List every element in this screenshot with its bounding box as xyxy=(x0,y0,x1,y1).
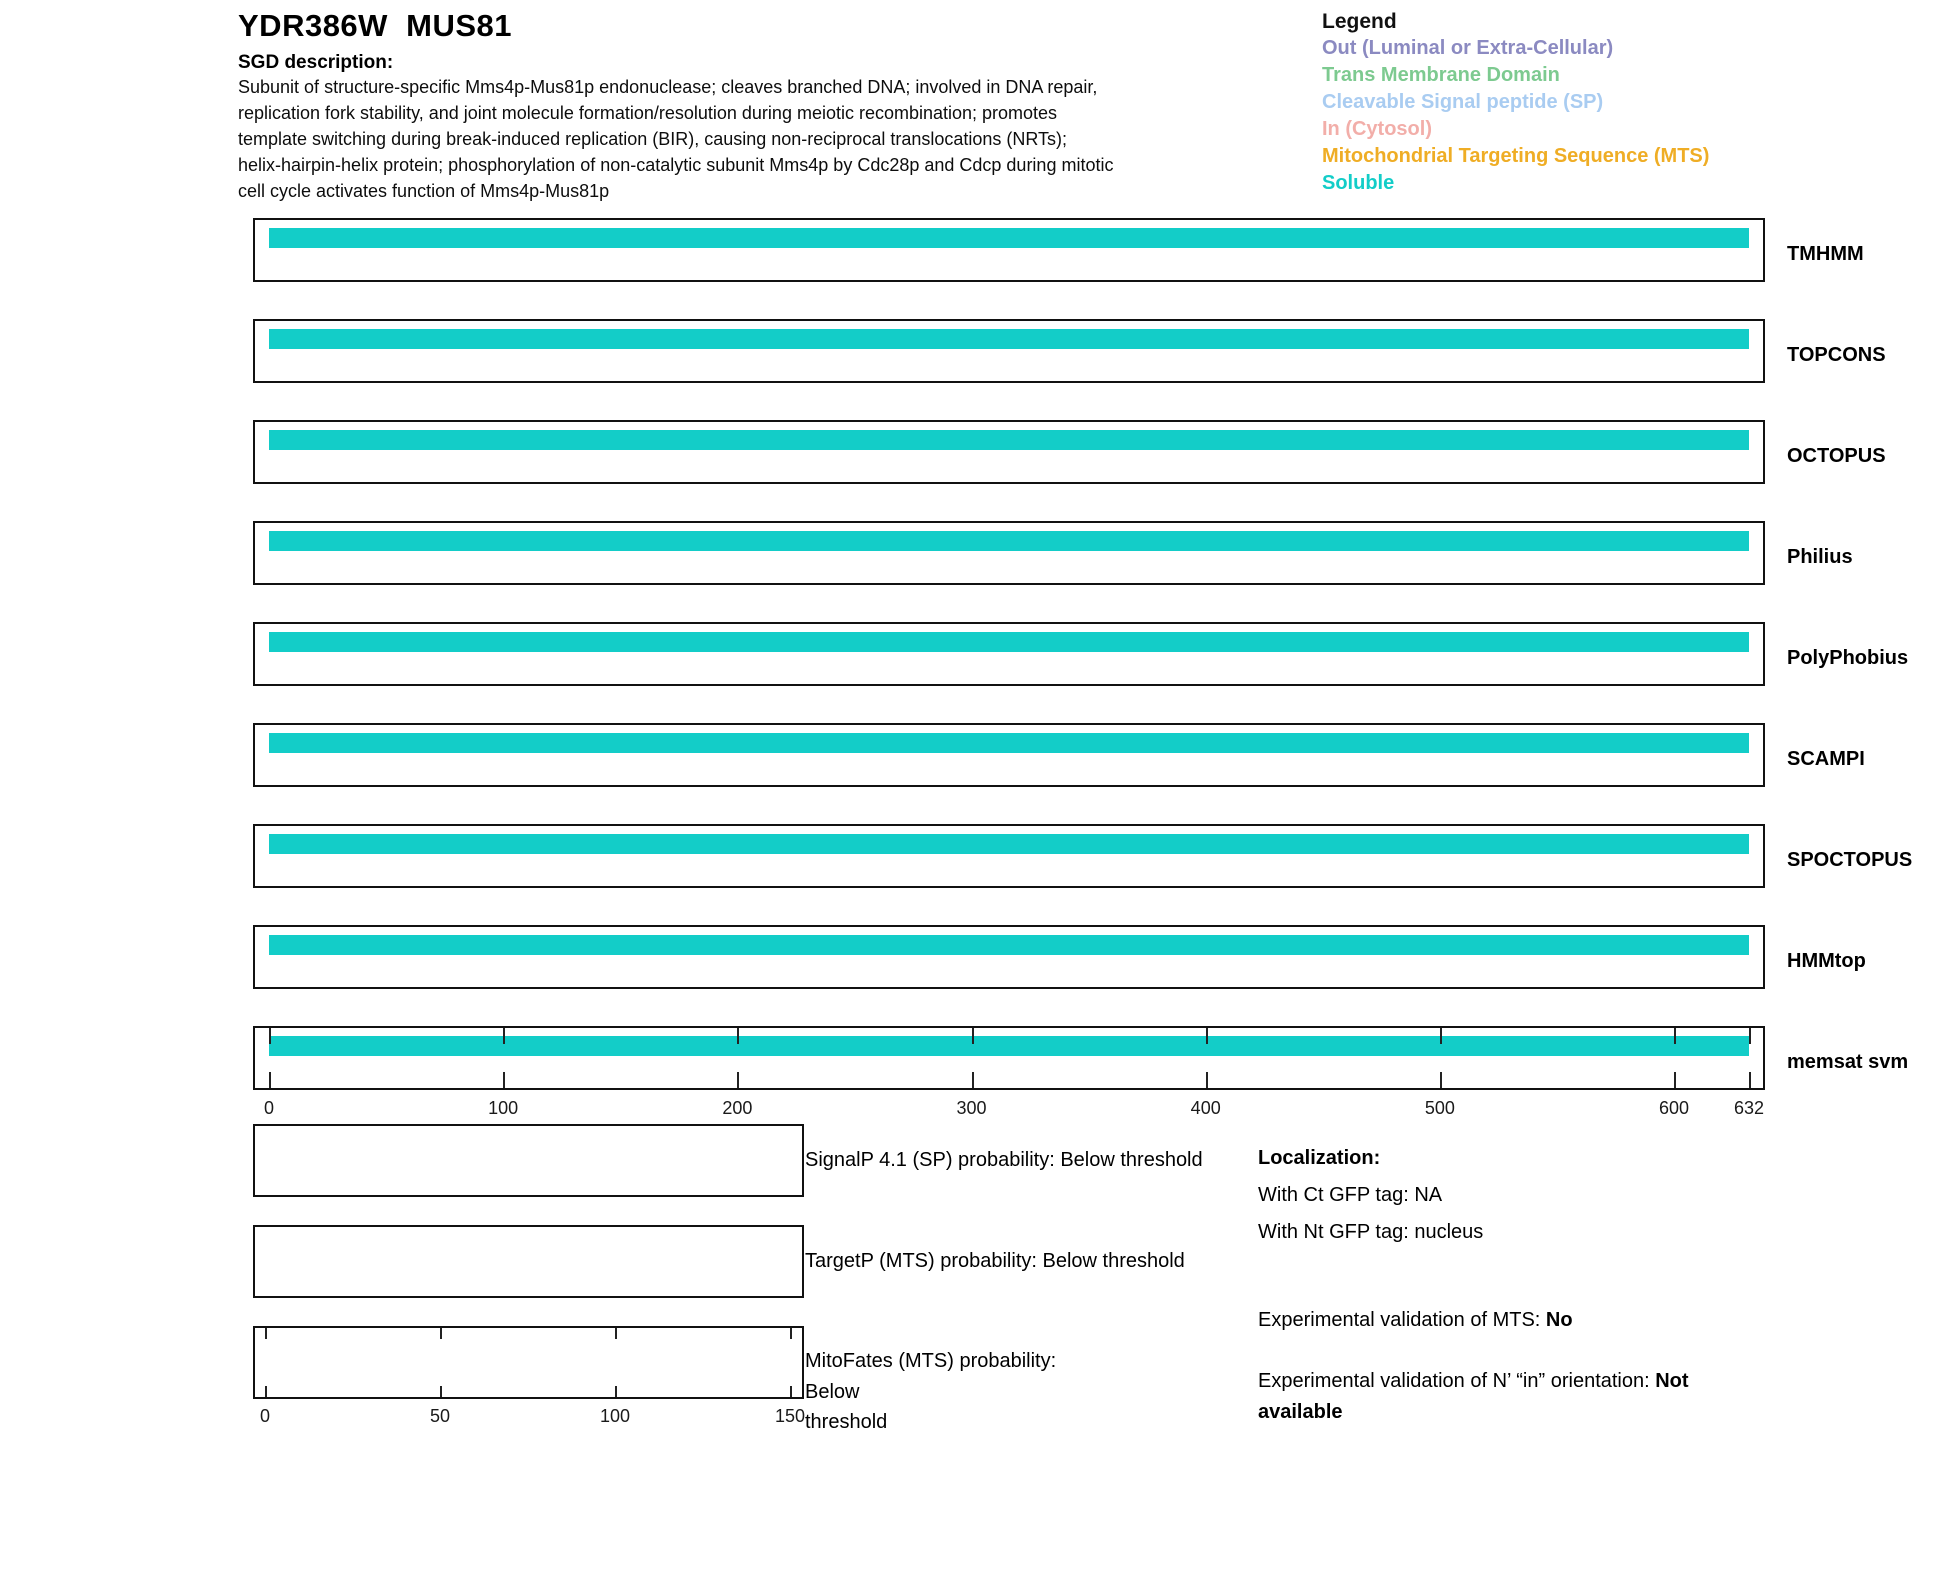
track-plot-box-memsat-svm xyxy=(253,1026,1765,1090)
soluble-span-bar xyxy=(269,1036,1749,1056)
description-line-3: template switching during break-induced replication (BIR), causing non-reciprocal translocations (NRTs); xyxy=(238,129,1068,149)
description-line-5: cell cycle activates function of Mms4p-Mus81p xyxy=(238,181,610,201)
legend-entry-6: Soluble xyxy=(1322,172,1395,194)
axis-tick xyxy=(1206,1028,1208,1044)
track-plot-box-tmhmm xyxy=(253,218,1765,282)
axis-tick xyxy=(972,1028,974,1044)
probability-axis-tick-label: 50 xyxy=(429,1406,451,1426)
probability-caption-line-2: threshold xyxy=(805,1411,888,1433)
probability-caption-targetp-mts-: TargetP (MTS) probability: Below threshold xyxy=(805,1250,1185,1272)
axis-tick xyxy=(1674,1028,1676,1044)
sgd-description-heading: SGD description: xyxy=(238,52,394,73)
main-axis-tick-label: 600 xyxy=(1659,1098,1690,1118)
main-axis-tick-label: 0 xyxy=(263,1098,275,1118)
probability-plot-box-mitofates-mts- xyxy=(253,1326,804,1399)
axis-tick xyxy=(269,1028,271,1044)
track-plot-box-polyphobius xyxy=(253,622,1765,686)
ct-gfp-line: With Ct GFP tag: NA xyxy=(1258,1184,1443,1206)
legend-entry-5: Mitochondrial Targeting Sequence (MTS) xyxy=(1322,145,1710,167)
main-axis-tick-label: 400 xyxy=(1190,1098,1221,1118)
axis-tick xyxy=(1440,1028,1442,1044)
main-axis-tick-label: 300 xyxy=(956,1098,987,1118)
probability-plot-box-targetp-mts- xyxy=(253,1225,804,1298)
axis-tick xyxy=(503,1028,505,1044)
axis-tick xyxy=(269,1072,271,1088)
main-axis-tick-label: 500 xyxy=(1424,1098,1455,1118)
axis-tick xyxy=(265,1328,267,1339)
axis-tick xyxy=(615,1386,617,1397)
track-label-tmhmm: TMHMM xyxy=(1787,243,1864,265)
main-axis-tick-label: 100 xyxy=(488,1098,519,1118)
legend-title: Legend xyxy=(1322,10,1397,33)
orientation-validation-value: Not available xyxy=(1258,1370,1689,1423)
axis-tick xyxy=(790,1328,792,1339)
probability-axis-tick-label: 0 xyxy=(259,1406,271,1426)
axis-tick xyxy=(972,1072,974,1088)
axis-tick xyxy=(1206,1072,1208,1088)
track-label-octopus: OCTOPUS xyxy=(1787,445,1886,467)
axis-tick xyxy=(790,1386,792,1397)
probability-caption-signalp-4-1-sp-: SignalP 4.1 (SP) probability: Below threshold xyxy=(805,1149,1203,1171)
track-label-philius: Philius xyxy=(1787,546,1853,568)
probability-axis-tick-label: 150 xyxy=(774,1406,806,1426)
track-plot-box-hmmtop xyxy=(253,925,1765,989)
axis-tick xyxy=(1440,1072,1442,1088)
track-plot-box-topcons xyxy=(253,319,1765,383)
axis-tick xyxy=(737,1028,739,1044)
axis-tick xyxy=(440,1328,442,1339)
mts-validation-value: No xyxy=(1545,1309,1573,1331)
track-label-hmmtop: HMMtop xyxy=(1787,950,1866,972)
soluble-span-bar xyxy=(269,329,1749,349)
legend-entry-4: In (Cytosol) xyxy=(1322,118,1432,140)
probability-caption-line-1: MitoFates (MTS) probability: Below xyxy=(805,1350,1057,1403)
description-line-1: Subunit of structure-specific Mms4p-Mus81p endonuclease; cleaves branched DNA; involved in DNA repair, xyxy=(238,77,1098,97)
track-plot-box-scampi xyxy=(253,723,1765,787)
track-label-memsat-svm: memsat svm xyxy=(1787,1051,1909,1073)
axis-tick xyxy=(440,1386,442,1397)
localization-heading: Localization: xyxy=(1258,1147,1381,1169)
soluble-span-bar xyxy=(269,834,1749,854)
track-plot-box-spoctopus xyxy=(253,824,1765,888)
orientation-validation-label: Experimental validation of N’ “in” orientation: xyxy=(1258,1370,1656,1392)
axis-tick xyxy=(615,1328,617,1339)
soluble-span-bar xyxy=(269,531,1749,551)
probability-axis-tick-label: 100 xyxy=(599,1406,631,1426)
sgd-description-text xyxy=(238,74,1338,204)
legend-entry-2: Trans Membrane Domain xyxy=(1322,64,1560,86)
axis-tick xyxy=(1674,1072,1676,1088)
probability-caption-mitofates-mts- xyxy=(805,1346,1105,1438)
track-plot-box-philius xyxy=(253,521,1765,585)
legend xyxy=(1322,8,1882,197)
mts-validation-label: Experimental validation of MTS: xyxy=(1258,1309,1546,1331)
axis-tick xyxy=(265,1386,267,1397)
track-label-spoctopus: SPOCTOPUS xyxy=(1787,849,1913,871)
track-plot-box-octopus xyxy=(253,420,1765,484)
track-label-polyphobius: PolyPhobius xyxy=(1787,647,1909,669)
description-line-2: replication fork stability, and joint molecule formation/resolution during meiotic recombination; promotes xyxy=(238,103,1058,123)
axis-tick xyxy=(737,1072,739,1088)
soluble-span-bar xyxy=(269,430,1749,450)
track-label-topcons: TOPCONS xyxy=(1787,344,1886,366)
legend-entry-1: Out (Luminal or Extra-Cellular) xyxy=(1322,37,1614,59)
page-title: YDR386W MUS81 xyxy=(238,8,513,43)
probability-plot-box-signalp-4-1-sp- xyxy=(253,1124,804,1197)
axis-tick xyxy=(503,1072,505,1088)
soluble-span-bar xyxy=(269,632,1749,652)
track-label-scampi: SCAMPI xyxy=(1787,748,1865,770)
soluble-span-bar xyxy=(269,733,1749,753)
axis-tick xyxy=(1749,1072,1751,1088)
main-axis-tick-label: 200 xyxy=(722,1098,753,1118)
nt-gfp-line: With Nt GFP tag: nucleus xyxy=(1258,1221,1484,1243)
soluble-span-bar xyxy=(269,935,1749,955)
description-line-4: helix-hairpin-helix protein; phosphorylation of non-catalytic subunit Mms4p by Cdc28p and Cdcp during mitotic xyxy=(238,155,1114,175)
legend-entry-3: Cleavable Signal peptide (SP) xyxy=(1322,91,1604,113)
soluble-span-bar xyxy=(269,228,1749,248)
mts-validation-line xyxy=(1258,1308,1573,1332)
orientation-validation-line xyxy=(1258,1366,1723,1428)
main-axis-tick-label: 632 xyxy=(1733,1098,1765,1118)
axis-tick xyxy=(1749,1028,1751,1044)
